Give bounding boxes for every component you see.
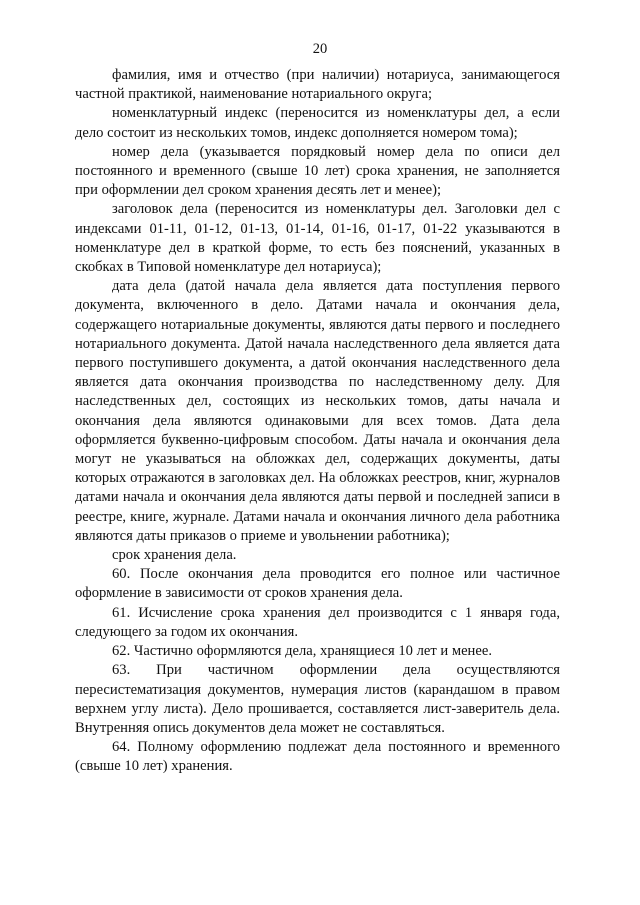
page-number: 20: [312, 41, 328, 57]
paragraph-item-63: 63. При частичном оформлении дела осуществляются пересистематизация документов, нумерация листов (карандашом в правом верхнем углу листа). Дело прошивается, составляется лист-заверитель дела. Внутренняя опись документов дела может не составляться.: [75, 662, 560, 736]
paragraph-case-date: дата дела (датой начала дела является дата поступления первого документа, включенного в дело. Датами начала и окончания дела, содержащего нотариальные документы, являются даты первого и последнего нотариального документа. Датой начала наследственного дела является дата первого поступившего документа, а датой окончания наследственного дела является дата окончания производства по наследственному делу. Для наследственных дел, состоящих из нескольких томов, даты начала и окончания дела являются одинаковыми для всех томов. Дата дела оформляется буквенно-цифровым способом. Даты начала и окончания дела могут не указываться на обложках дел, содержащих документы, даты которых отражаются в заголовках дел. На обложках реестров, книг, журналов датами начала и окончания дела являются даты первой и последней записи в реестре, книге, журнале. Датами начала и окончания личного дела работника являются даты приказов о приеме и увольнении работника);: [75, 278, 560, 544]
paragraph-nomenclature-index: номенклатурный индекс (переносится из номенклатуры дел, а если дело состоит из нескольких томов, индекс дополняется номером тома);: [75, 105, 560, 141]
paragraph-item-64: 64. Полному оформлению подлежат дела постоянного и временного (свыше 10 лет) хранения.: [75, 739, 560, 775]
paragraph-case-number: номер дела (указывается порядковый номер дела по описи дел постоянного и временного (свыше 10 лет) срока хранения, не заполняется при оформлении дел сроком хранения десять лет и менее);: [75, 143, 560, 199]
paragraph-storage-period: срок хранения дела.: [112, 547, 237, 564]
document-body: [75, 66, 560, 777]
paragraph-item-62: 62. Частично оформляются дела, хранящиеся 10 лет и менее.: [112, 643, 492, 660]
paragraph-item-61: 61. Исчисление срока хранения дел производится с 1 января года, следующего за годом их окончания.: [75, 604, 560, 640]
paragraph-item-60: 60. После окончания дела проводится его полное или частичное оформление в зависимости от сроков хранения дела.: [75, 566, 560, 602]
paragraph-notary-name: фамилия, имя и отчество (при наличии) нотариуса, занимающегося частной практикой, наименование нотариального округа;: [75, 67, 560, 103]
paragraph-case-title: заголовок дела (переносится из номенклатуры дел. Заголовки дел с индексами 01-11, 01-12, 01-13, 01-14, 01-16, 01-17, 01-22 указываются в номенклатуре дел в краткой форме, то есть без пояснений, указанных в скобках в Типовой номенклатуре дел нотариуса);: [75, 201, 560, 276]
